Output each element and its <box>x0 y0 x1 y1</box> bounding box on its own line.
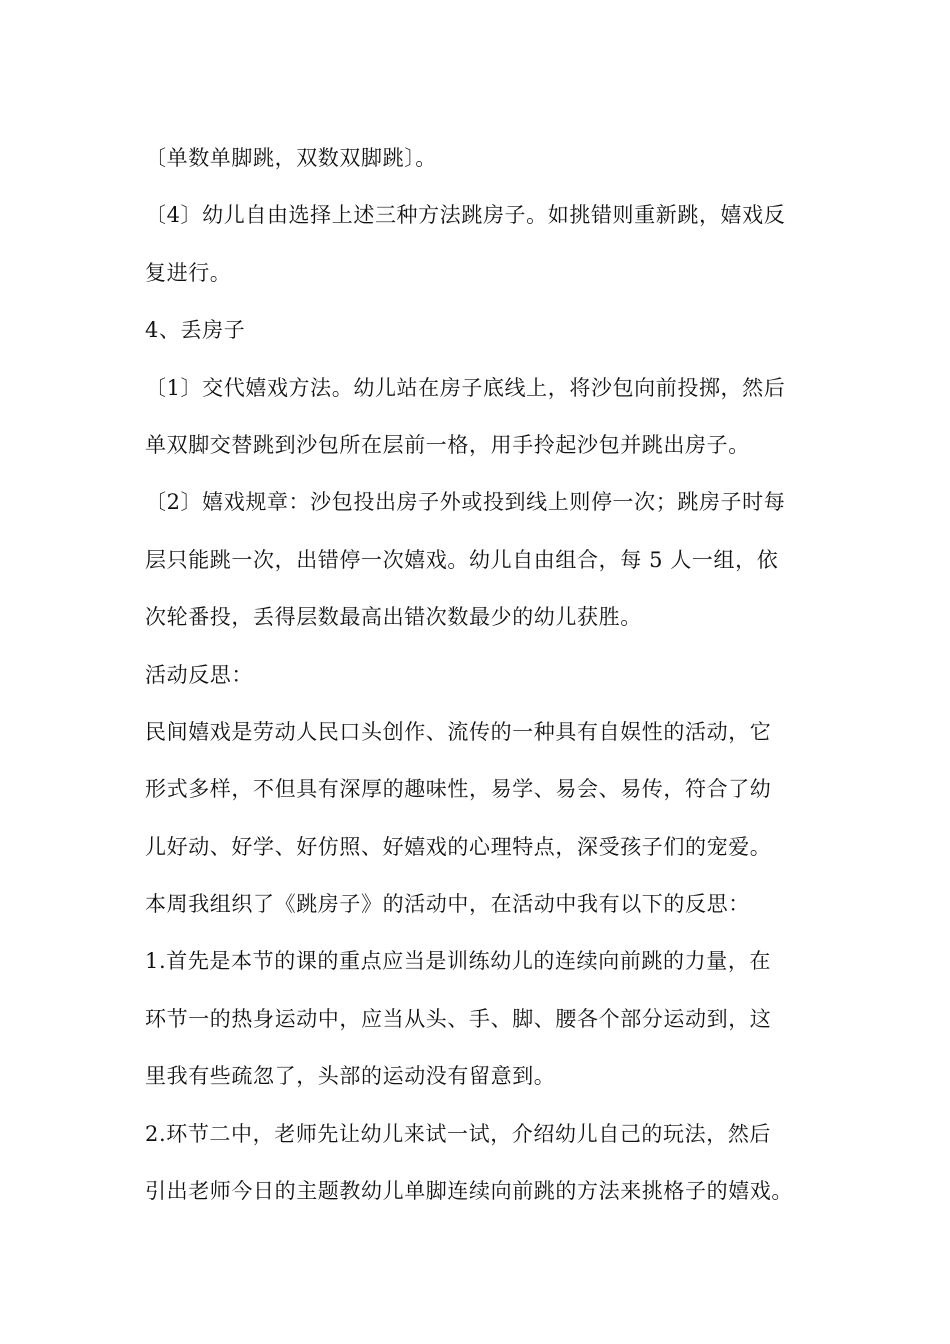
section-heading: 4、丢房子 <box>145 318 246 343</box>
section-heading: 活动反思： <box>145 662 253 687</box>
text-line: 2.环节二中，老师先让幼儿来试一试，介绍幼儿自己的玩法，然后 <box>145 1121 772 1146</box>
text-line: 儿好动、好学、好仿照、好嬉戏的心理特点，深受孩子们的宠爱。 <box>145 834 772 859</box>
text-line: 环节一的热身运动中，应当从头、手、脚、腰各个部分运动到，这 <box>145 1006 772 1031</box>
text-line: 〔1〕交代嬉戏方法。幼儿站在房子底线上，将沙包向前投掷，然后 <box>145 375 786 400</box>
text-line: 〔2〕嬉戏规章：沙包投出房子外或投到线上则停一次；跳房子时每 <box>145 490 786 515</box>
text-line: 复进行。 <box>145 260 232 285</box>
text-line: 里我有些疏忽了，头部的运动没有留意到。 <box>145 1064 556 1089</box>
text-line: 形式多样，不但具有深厚的趣味性，易学、易会、易传，符合了幼 <box>145 777 772 802</box>
text-line: 民间嬉戏是劳动人民口头创作、流传的一种具有自娱性的活动，它 <box>145 719 772 744</box>
text-line: 〔单数单脚跳，双数双脚跳〕。 <box>145 146 437 170</box>
text-line: 引出老师今日的主题教幼儿单脚连续向前跳的方法来挑格子的嬉戏。 <box>145 1179 793 1204</box>
text-line: 1.首先是本节的课的重点应当是训练幼儿的连续向前跳的力量，在 <box>145 949 772 974</box>
text-line: 〔4〕幼儿自由选择上述三种方法跳房子。如挑错则重新跳，嬉戏反 <box>145 203 786 228</box>
text-line: 层只能跳一次，出错停一次嬉戏。幼儿自由组合，每 5 人一组，依 <box>145 547 779 572</box>
text-line: 单双脚交替跳到沙包所在层前一格，用手拎起沙包并跳出房子。 <box>145 432 750 457</box>
document-body <box>145 130 835 1220</box>
text-line: 本周我组织了《跳房子》的活动中，在活动中我有以下的反思： <box>145 892 750 917</box>
text-line: 次轮番投，丢得层数最高出错次数最少的幼儿获胜。 <box>145 605 642 630</box>
